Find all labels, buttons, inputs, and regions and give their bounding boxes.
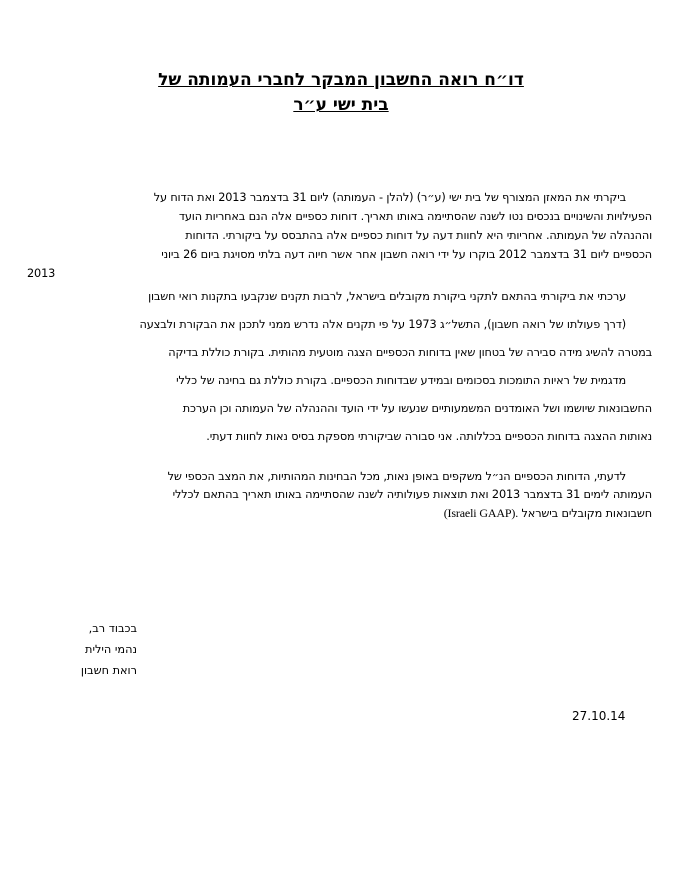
signature-role: רואת חשבון [80,664,137,677]
paragraph-opinion [27,468,652,522]
paragraph-line: לדעתי, הדוחות הכספיים הנ״ל משקפים באופן נאות, מכל הבחינות המהותיות, את המצב הכספי של [167,470,626,483]
report-date: 27.10.14 [572,709,626,723]
paragraph-line: ערכתי את ביקורתי בהתאם לתקני ביקורת מקובלים בישראל, לרבות תקנים שנקבעו בתקנות רואי חשבון [148,290,626,303]
paragraph-line: ביקרתי את המאזן המצורף של בית ישי (ע״ר) (להלן - העמותה) ליום 31 בדצמבר 2013 ואת הדוח על [153,191,626,204]
report-title: דו״ח רואה החשבון המבקר לחברי העמותה של [158,70,524,90]
paragraph-line: במטרה להשיג מידה סבירה של בטחון שאין בדוחות הכספיים הצגה מוטעית מהותית. בקורת כוללת בדיקה [168,346,652,359]
gaap-reference: (Israeli GAAP). [443,506,519,520]
paragraph-line: מדגמית של ראיות התומכות בסכומים ובמידע שבדוחות הכספיים. בקורת כוללת גם בחינה של כללי [176,374,626,387]
paragraph-line: (דרך פעולתו של רואה חשבון), התשל״ג 1973 על פי תקנים אלה נדרש ממני לתכנן את הבקורת ולבצעה [139,318,626,331]
report-subtitle: בית ישי ע״ר [293,95,389,115]
paragraph-line: הכספיים ליום 31 בדצמבר 2012 בוקרו על ידי רואה חשבון אחר אשר חיוה דעה בלתי מסויגת ביום 26 ביוני [161,248,652,261]
paragraph-line: הפעילויות והשינויים בנכסים נטו לשנה שהסתיימה באותו תאריך. דוחות כספיים אלה הנם באחריות הועד [178,210,652,223]
paragraph-line [27,504,652,522]
signature-block [81,618,137,681]
paragraph-line: וההנהלה של העמותה. אחריותי היא לחוות דעה על דוחות כספיים אלה בהתבסס על ביקורתי. הדוחות [185,229,652,242]
paragraph-audit-standards [27,283,652,451]
paragraph-line: 2013 [27,267,56,280]
paragraph-text: חשבונאות מקובלים בישראל [518,507,652,520]
paragraph-line: העמותה לימים 31 בדצמבר 2013 ואת תוצאות פעולותיה לשנה שהסתיימה באותו תאריך בהתאם לכללי [172,488,652,501]
signature-closing: בכבוד רב, [88,622,137,635]
signature-name: נהמי הילית [85,643,137,656]
paragraph-line: נאותות ההצגה בדוחות הכספיים בכללותה. אני סבורה שביקורתי מספקת בסיס נאות לחוות דעתי. [206,430,652,443]
paragraph-audit-scope [27,188,652,283]
paragraph-line: החשבונאות שיושמו ושל האומדנים המשמעותיים שנעשו על ידי הועד וההנהלה של העמותה וכן הערכת [182,402,652,415]
